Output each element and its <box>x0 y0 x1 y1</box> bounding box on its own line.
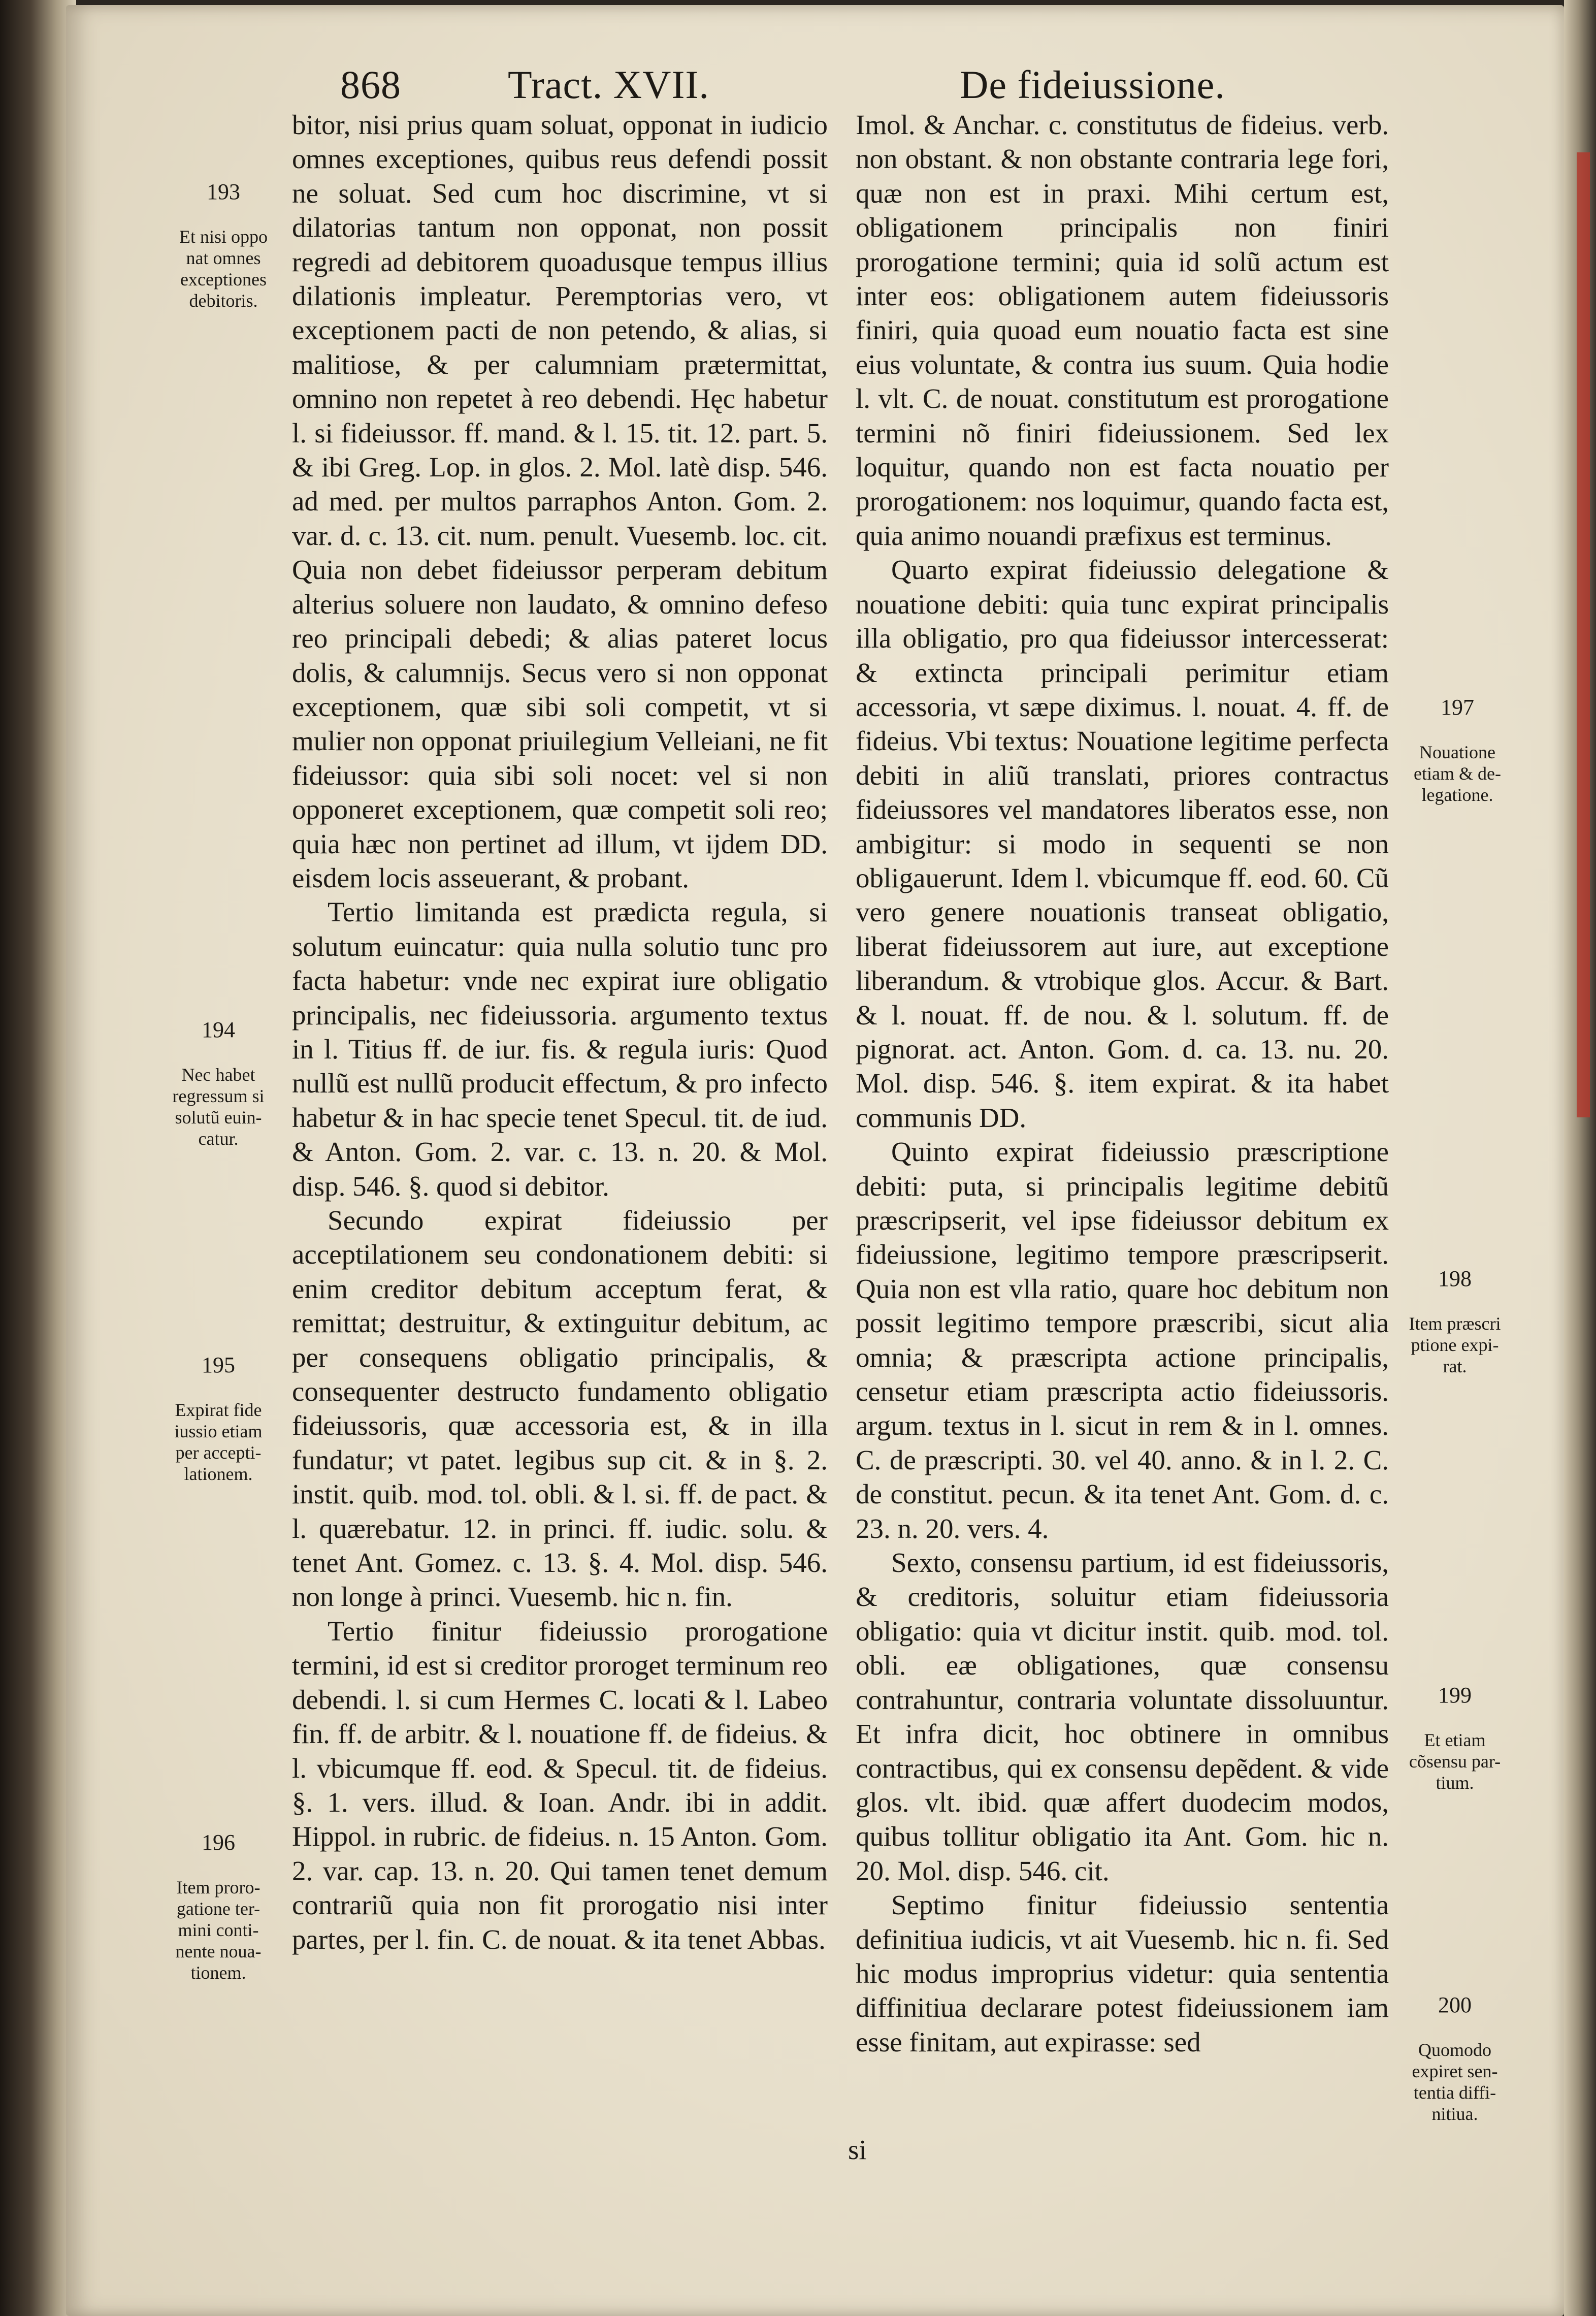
margin-note-number: 196 <box>202 1830 235 1855</box>
color-strip <box>1577 152 1590 1117</box>
margin-note-number: 199 <box>1438 1683 1472 1708</box>
paragraph: Septimo finitur fideiussio sententia definitiua iudicis, vt ait Vuesemb. hic n. fi. Sed hic modus improprius videtur: quia sententia diffinitiua declarare potest fideiussionem iam esse finitam, aut expirasse: sed <box>856 1889 1389 2057</box>
paragraph: Quinto expirat fideiussio præscriptione debiti: puta, si principalis legitime debitũ præscripserit, vel ipse fideiussor debitum ex fideiussione, legitimo tempore præscripserit. Quia non est vlla ratio, quare hoc debitum non possit legitimo tempore præscribi, sicut alia omnia; & præscripta actione principalis, censetur etiam præscripta actio fideiussoris. argum. textus in l. sicut in rem & in l. omnes. C. de præscripti. 30. vel 40. anno. & in l. 2. C. de constitut. pecun. & ita tenet Ant. Gom. d. c. 23. n. 20. vers. 4. <box>856 1136 1389 1544</box>
margin-note-195 <box>152 1333 284 1485</box>
paragraph: Quarto expirat fideiussio delegatione & nouatione debiti: quia tunc expirat principalis illa obligatio, pro qua fideiussor intercesserat: & extincta principali perimitur etiam accessoria, vt sæpe diximus. l. nouat. 4. ff. de fideius. Vbi textus: Nouatione legitime perfecta debiti in aliũ translati, priores contractus fideiussores vel mandatores liberatos esse, non ambigitur: si modo in sequenti se non obligauerunt. Idem l. vbicumque ff. eod. 60. Cũ vero genere nouationis transeat obligatio, liberat fideiussorem aut iure, aut exceptione liberandum. & vtrobique glos. Accur. & Bart. & l. nouat. ff. de nou. & l. solutum. ff. de pignorat. act. Anton. Gom. d. ca. 13. nu. 20. Mol. disp. 546. §. item expirat. & ita habet communis DD. <box>856 554 1389 1133</box>
margin-note-text: Nouatione etiam & de- legatione. <box>1414 742 1501 805</box>
margin-note-text: Expirat fide iussio etiam per accepti- lationem. <box>174 1400 263 1484</box>
margin-note-number: 200 <box>1438 1992 1472 2017</box>
margin-note-text: Nec habet regressum si solutũ euin- catur. <box>172 1065 265 1149</box>
margin-note-text: Item proro- gatione ter- mini conti- nente noua- tionem. <box>175 1877 262 1983</box>
paragraph: Sexto, consensu partium, id est fideiussoris, & creditoris, soluitur etiam fideiussoria obligatio: quia vt dicitur instit. quib. mod. tol. obli. eæ obligationes, quæ consensu contrahuntur, contraria voluntate dissoluuntur. Et infra dicit, hoc obtinere in omnibus contractibus, qui ex consensu depẽdent. & vide glos. vlt. ibid. quæ affert duodecim modos, quibus tollitur obligatio ita Ant. Gom. hic n. 20. Mol. disp. 546. cit. <box>856 1547 1389 1886</box>
margin-note-text: Et etiam cõsensu par- tium. <box>1409 1730 1501 1793</box>
margin-note-number: 198 <box>1438 1266 1472 1291</box>
margin-note-196 <box>152 1811 284 1983</box>
margin-note-194 <box>152 998 284 1149</box>
right-column <box>856 108 1389 2059</box>
margin-note-number: 194 <box>202 1017 235 1042</box>
paragraph: bitor, nisi prius quam soluat, opponat in iudicio omnes exceptiones, quibus reus defendi possit ne soluat. Sed cum hoc discrimine, vt si dilatorias tantum non opponat, non possit regredi ad debitorem quoadusque tempus illius dilationis impleatur. Peremptorias vero, vt exceptionem pacti de non petendo, & alias, si malitiose, & per calumniam prætermittat, omnino non repetet à reo debendi. Hęc habetur l. si fideiussor. ff. mand. & l. 15. tit. 12. part. 5. & ibi Greg. Lop. in glos. 2. Mol. latè disp. 546. ad med. per multos parraphos Anton. Gom. 2. var. d. c. 13. cit. num. penult. Vuesemb. loc. cit. Quia non debet fideiussor perperam debitum alterius soluere non laudato, & omnino defeso reo principali debedi; & alias pateret locus dolis, & calumnijs. Secus vero si non opponat exceptionem, quæ sibi soli competit, vt si mulier non opponat priuilegium Velleiani, ne fit fideiussor: quia sibi soli nocet: vel si non opponeret exceptionem, quæ competit soli reo; quia hæc non pertinet ad illum, vt ijdem DD. eisdem locis asseuerant, & probant. <box>292 109 828 893</box>
margin-note-198 <box>1391 1247 1518 1377</box>
book-spine <box>0 0 76 2316</box>
margin-note-text: Quomodo expiret sen- tentia diffi- nitiua. <box>1412 2040 1498 2124</box>
running-head-tract: Tract. XVII. <box>508 62 709 107</box>
paragraph: Secundo expirat fideiussio per acceptilationem seu condonationem debiti: si enim creditor debitum acceptum ferat, & remittat; destruitur, & extinguitur debitum, ac per consequens obligatio principalis, & consequenter destructo fundamento obligatio fideiussoris, quæ accessoria est, & in illa fundatur; vt patet. legibus sup cit. & in §. 2. instit. quib. mod. tol. obli. & l. si. ff. de pact. & l. quærebatur. 12. in princi. ff. iudic. solu. & tenet Ant. Gomez. c. 13. §. 4. Mol. disp. 546. non longe à princi. Vuesemb. hic n. fin. <box>292 1205 828 1613</box>
margin-note-text: Item præscri ptione expi- rat. <box>1409 1313 1501 1376</box>
margin-note-199 <box>1391 1663 1518 1793</box>
paragraph: Imol. & Anchar. c. constitutus de fideius. verb. non obstant. & non obstante contraria lege fori, quæ non est in praxi. Mihi certum est, obligationem principalis non finiri prorogatione termini; quia id solũ actum est inter eos: obligationem autem fideiussoris finiri, quia quoad eum nouatio facta est sine eius voluntate, & contra ius suum. Quia hodie l. vlt. C. de nouat. constitutum est prorogatione termini nõ finiri fideiussionem. Sed lex loquitur, quando non est facta nouatio per prorogationem: nos loquimur, quando facta est, quia animo nouandi præfixus est terminus. <box>856 109 1389 551</box>
margin-note-number: 195 <box>202 1353 235 1377</box>
margin-note-200 <box>1391 1973 1518 2125</box>
paragraph: Tertio limitanda est prædicta regula, si solutum euincatur: quia nulla solutio tunc pro facta habetur: vnde nec expirat iure obligatio principalis, nec fideiussoria. argumento textus in l. Titius ff. de iur. fis. & regula iuris: Quod nullũ est nullũ producit effectum, & pro infecto habetur & in hac specie tenet Specul. tit. de iud. & Anton. Gom. 2. var. c. 13. n. 20. & Mol. disp. 546. §. quod si debitor. <box>292 896 828 1202</box>
margin-note-193 <box>157 160 289 311</box>
page-number: 868 <box>340 62 401 107</box>
paragraph: Tertio finitur fideiussio prorogatione termini, id est si creditor proroget terminum reo debendi. l. si cum Hermes C. locati & l. Labeo fin. ff. de arbitr. & l. nouatione ff. de fideius. & l. vbicumque ff. eod. & Specul. tit. de fideius. §. 1. vers. illud. & Ioan. Andr. ibi in addit. Hippol. in rubric. de fideius. n. 15 Anton. Gom. 2. var. cap. 13. n. 20. Qui tamen tenet demum contrariũ quia non fit prorogatio nisi inter partes, per l. fin. C. de nouat. & ita tenet Abbas. <box>292 1615 828 1955</box>
running-head-title: De fideiussione. <box>960 62 1225 107</box>
margin-note-197 <box>1394 676 1521 806</box>
margin-note-number: 193 <box>207 179 240 204</box>
catchword: si <box>848 2134 867 2165</box>
left-column <box>292 108 828 1956</box>
margin-note-text: Et nisi oppo nat omnes exceptiones debitoris. <box>179 227 268 311</box>
margin-note-number: 197 <box>1441 695 1474 720</box>
